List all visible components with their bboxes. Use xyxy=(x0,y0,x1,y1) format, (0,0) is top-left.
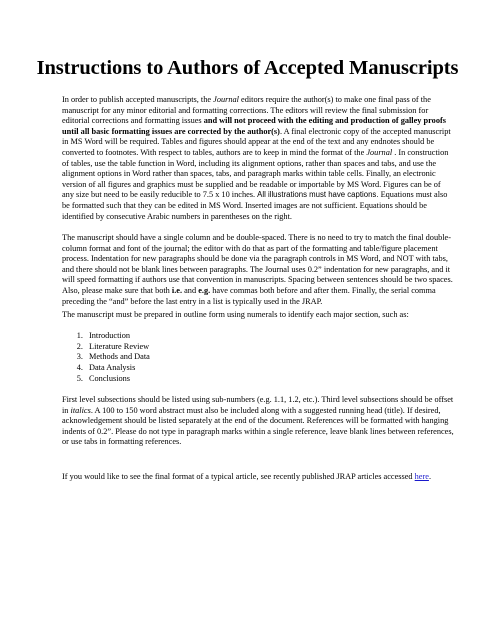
eg-bold: e.g. xyxy=(198,285,211,295)
para2-text-2: have commas both before and after them. Finally, the serial comma preceding the “and” before the last entry in a list is typically used in the JRAP. xyxy=(62,285,436,306)
paragraph-formatting-requirements xyxy=(62,95,454,222)
paragraph-outline-intro: The manuscript must be prepared in outline form using numerals to identify each major section, such as: xyxy=(62,310,409,319)
paragraph-spacing-guidelines xyxy=(62,233,454,307)
para5-text-2: . xyxy=(428,472,432,481)
para1-text-4: . In construction of tables, use the table function in Word, including its alignment options, rather than spaces and tabs, and use the alignment options in Word rather than spaces, tabs, and paragraph marks within table cells. Finally, an electronic version of all figures and graphics must be supplied and be readable or importable by MS Word. Figures can be of any size but need to be easily reducible to 7.5 x 10 inches. xyxy=(62,147,449,200)
section-list xyxy=(62,331,445,385)
para2-and: and xyxy=(182,285,199,295)
list-item: 5. Conclusions xyxy=(85,374,445,385)
italics-word: italics xyxy=(70,405,91,415)
articles-link[interactable]: here xyxy=(414,472,429,481)
para1-text-3: . A final electronic copy of the accepted manuscript in MS Word will be required. Tables and figures should appear at the end of the text and any endnotes should be converted to footnotes. With respect to tables, authors are to keep in mind the format of the xyxy=(62,126,451,157)
paragraph-final-format xyxy=(62,472,454,483)
page-title: Instructions to Authors of Accepted Manuscripts xyxy=(36,57,459,79)
formatting-warning-bold: and will not proceed with the editing and production of galley proofs until all basic formatting issues are corrected by the author(s) xyxy=(62,116,446,136)
list-item: 4. Data Analysis xyxy=(85,363,445,374)
list-item: 2. Literature Review xyxy=(85,342,445,353)
journal-italic-2: Journal xyxy=(366,147,393,157)
paragraph-subsections xyxy=(62,395,454,448)
journal-italic-1: Journal xyxy=(213,95,239,104)
ie-bold: i.e. xyxy=(171,285,183,295)
para1-text-5: Equations must also be formatted such that they can be edited in MS Word. Inserted images are not sufficient. Equations should be identified by consecutive Arabic numbers in parentheses on the right. xyxy=(62,190,448,221)
para2-text-1: The manuscript should have a single column and be double-spaced. There is no need to try to match the final double-column format and font of the journal; the editor with do that as part of the formatting and table/figure placement process. Indentation for new paragraphs should be done via the paragraph controls in MS Word, and NOT with tabs, and there should not be blank lines between paragraphs. The Journal uses 0.2” indentation for new paragraphs, and it will speed formatting if authors use that convention in manuscripts. Spacing between sentences should be two spaces. Also, please make sure that both xyxy=(62,233,453,295)
list-item: 3. Methods and Data xyxy=(85,352,445,363)
para1-text-1: In order to publish accepted manuscripts, the xyxy=(62,95,214,104)
para1-text-2: editors require the author(s) to make one final pass of the manuscript for any minor editorial and formatting corrections. The editors will review the final submission for editorial corrections and formatting issues xyxy=(62,95,431,126)
document-body xyxy=(62,95,454,481)
para4-text-1: First level subsections should be listed using sub-numbers (e.g. 1.1, 1.2, etc.). Third level subsections should be offset in xyxy=(62,395,454,415)
para5-text-1: If you would like to see the final format of a typical article, see recently published JRAP articles accessed xyxy=(62,472,415,481)
list-item: 1. Introduction xyxy=(85,331,445,342)
captions-note: All illustrations must have captions. xyxy=(257,190,379,200)
para4-text-2: . A 100 to 150 word abstract must also be included along with a suggested running head (title). If desired, acknowledgement should be listed separately at the end of the document. References will be formatted with hanging indents of 0.2”. Please do not type in paragraph marks within a single reference, leave blank lines between references, or use tabs in formatting references. xyxy=(62,405,454,447)
